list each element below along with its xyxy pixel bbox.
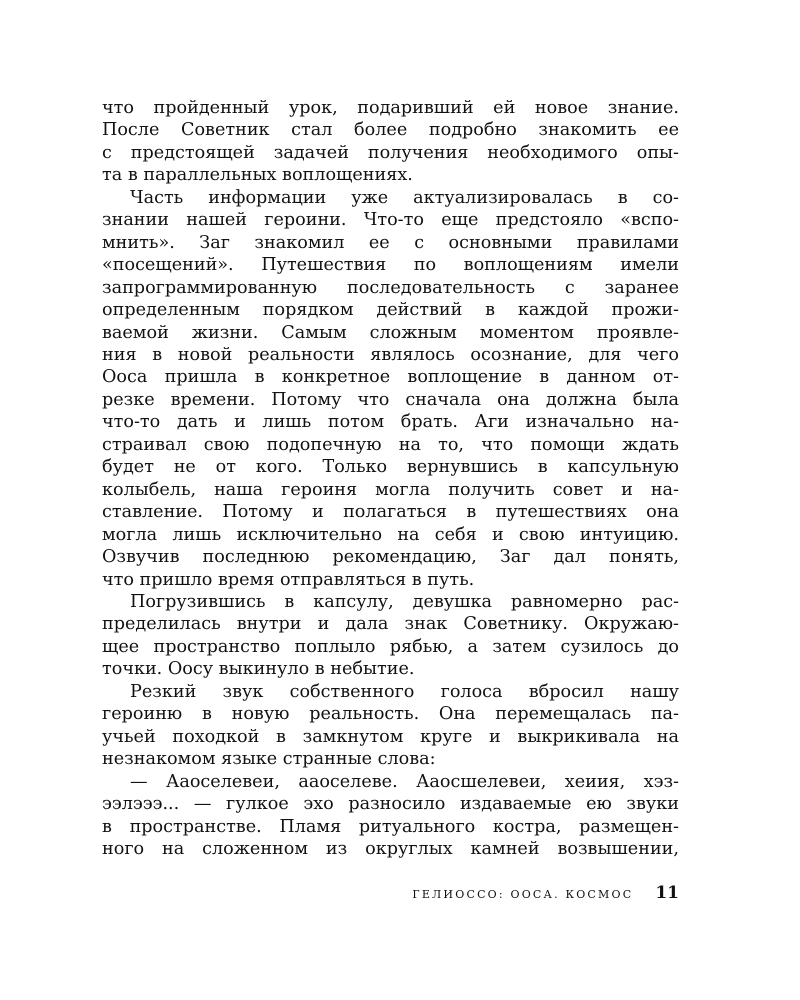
text-line: что пройденный урок, подаривший ей новое знание.	[102, 98, 679, 118]
text-line: с предстоящей задачей получения необходимого опы-	[102, 142, 679, 163]
text-line: определенным порядком действий в каждой прожи-	[102, 300, 679, 321]
running-footer	[300, 883, 679, 903]
text-line: «посещений». Путешествия по воплощениям имели	[102, 255, 679, 276]
text-line: учьей походкой в замкнутом круге и выкрикивала на	[102, 726, 679, 747]
text-line: резке времени. Потому что сначала она должна была	[102, 389, 679, 410]
text-line: точки. Оосу выкинуло в небытие.	[102, 659, 415, 680]
page-number: 11	[655, 883, 679, 903]
text-line: будет не от кого. Только вернувшись в капсульную	[102, 457, 679, 478]
text-line: Погрузившись в капсулу, девушка равномерно рас-	[130, 591, 679, 612]
text-line: колыбель, наша героиня могла получить совет и на-	[102, 479, 679, 500]
text-line: запрограммированную последовательность с заранее	[102, 277, 679, 298]
text-line: После Советник стал более подробно знакомить ее	[102, 120, 679, 141]
text-line: Резкий звук собственного голоса вбросил нашу	[130, 681, 679, 702]
text-line: могла лишь исключительно на себя и свою интуицию.	[102, 524, 679, 545]
text-line: Ооса пришла в конкретное воплощение в данном от-	[102, 367, 679, 388]
text-line: пределилась внутри и дала знак Советнику. Окружаю-	[102, 614, 679, 635]
text-line: ээлэээ... — гулкое эхо разносило издаваемые ею звуки	[102, 794, 679, 815]
text-line: героиню в новую реальность. Она перемещалась па-	[102, 704, 679, 725]
text-line: незнакомом языке странные слова:	[102, 749, 436, 770]
text-line: что-то дать и лишь потом брать. Аги изначально на-	[102, 412, 679, 433]
text-line: — Ааоселевеи, ааоселеве. Аaосшелевеи, хеиия, хэз-	[130, 771, 679, 792]
text-line: страивал свою подопечную на то, что помощи ждать	[102, 434, 679, 455]
text-line: Часть информации уже актуализировалась в со-	[130, 187, 679, 208]
text-line: ного на сложенном из округлых камней возвышении,	[102, 838, 679, 859]
text-line: Озвучив последнюю рекомендацию, Заг дал понять,	[102, 547, 679, 568]
text-line: что пришло время отправляться в путь.	[102, 569, 475, 590]
text-line: в пространстве. Пламя ритуального костра, размещен-	[102, 816, 679, 837]
body-text	[102, 97, 679, 860]
running-title: ГЕЛИОССО: ООСА. КОСМОС	[412, 888, 634, 901]
text-line: мнить». Заг знакомил ее с основными правилами	[102, 232, 679, 253]
text-line: ния в новой реальности являлось осознание, для чего	[102, 344, 679, 365]
text-line: ставление. Потому и полагаться в путешествиях она	[102, 502, 679, 523]
text-line: знании нашей героини. Что-то еще предстояло «вспо-	[102, 210, 679, 231]
text-line: ваемой жизни. Самым сложным моментом проявле-	[102, 322, 679, 343]
text-line: щее пространство поплыло рябью, а затем сузилось до	[102, 636, 679, 657]
text-line: та в параллельных воплощениях.	[102, 165, 413, 186]
